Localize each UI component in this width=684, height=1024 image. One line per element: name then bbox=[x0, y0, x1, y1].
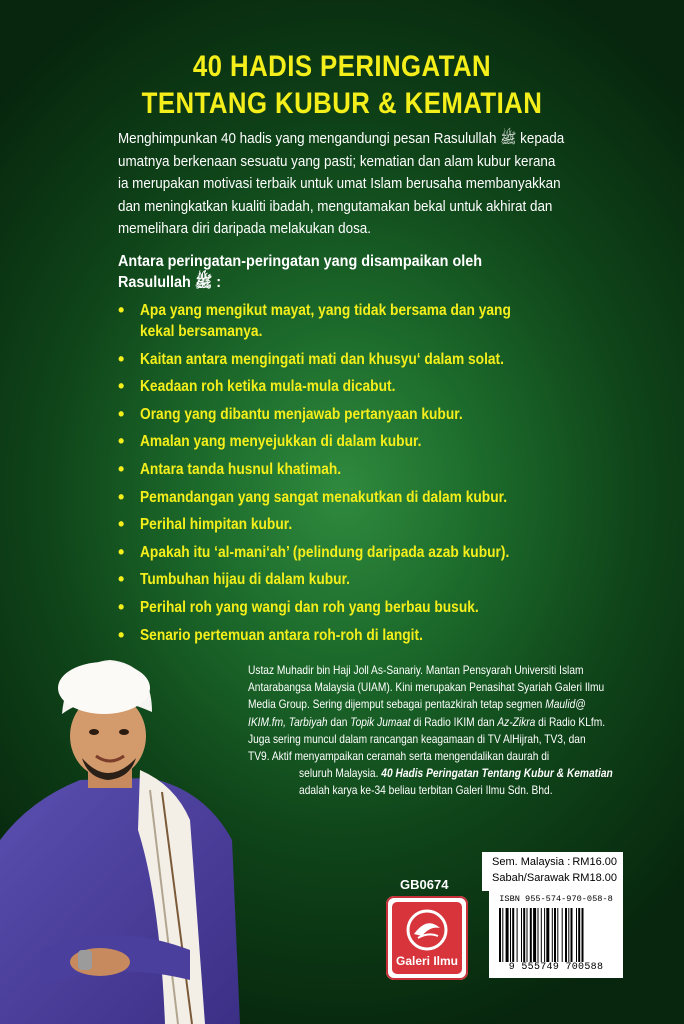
title-line-1: 40 HADIS PERINGATAN bbox=[192, 50, 492, 83]
bio-book-title: 40 Hadis Peringatan Tentang Kubur & Kematian bbox=[381, 767, 613, 781]
price-value: RM18.00 bbox=[572, 872, 617, 884]
bullet-icon: • bbox=[118, 541, 125, 562]
list-item-text: Antara tanda husnul khatimah. bbox=[140, 460, 342, 478]
list-item bbox=[118, 404, 658, 425]
logo-text: Galeri Ilmu bbox=[395, 954, 459, 968]
list-item-text: Pemandangan yang sangat menakutkan di dalam kubur. bbox=[140, 488, 508, 506]
bio-emphasis: Topik Jumaat bbox=[350, 715, 411, 729]
price-label: Sabah/Sarawak bbox=[492, 872, 570, 884]
list-item-text: Orang yang dibantu menjawab pertanyaan kubur. bbox=[140, 405, 463, 423]
intro-paragraph bbox=[118, 128, 638, 241]
bullet-icon: • bbox=[118, 403, 125, 424]
list-item-text: kekal bersamanya. bbox=[140, 323, 263, 340]
intro-line: dan meningkatkan kualiti ibadah, mengutamakan bekal untuk akhirat dan bbox=[118, 198, 553, 215]
barcode-bars-icon bbox=[499, 908, 615, 962]
price-box bbox=[482, 852, 623, 891]
logo-badge bbox=[392, 902, 462, 974]
bio-emphasis: Maulid@ bbox=[545, 698, 586, 712]
barcode-digits: 9 555749 700588 bbox=[508, 962, 604, 973]
list-item bbox=[118, 459, 658, 480]
bullet-icon: • bbox=[118, 596, 125, 617]
bullet-icon: • bbox=[118, 486, 125, 507]
publisher-logo bbox=[386, 896, 468, 980]
list-item-text: Perihal himpitan kubur. bbox=[140, 516, 293, 534]
title-line-2: TENTANG KUBUR & KEMATIAN bbox=[141, 87, 543, 120]
author-photo bbox=[0, 650, 240, 1024]
bullet-icon: • bbox=[118, 300, 125, 320]
bio-line: adalah karya ke-34 beliau terbitan Galeri Ilmu Sdn. Bhd. bbox=[299, 784, 553, 798]
bio-line bbox=[248, 696, 618, 713]
list-item bbox=[118, 542, 658, 563]
bullet-icon: • bbox=[118, 348, 125, 369]
intro-line: Menghimpunkan 40 hadis yang mengandungi pesan Rasulullah ﷺ kepada bbox=[118, 131, 565, 147]
list-item-text: Kaitan antara mengingati mati dan khusyu‘ dalam solat. bbox=[140, 350, 504, 368]
bio-line: Antarabangsa Malaysia (UIAM). Kini merupakan Penasihat Syariah Galeri Ilmu bbox=[248, 681, 605, 695]
intro-line: umatnya berkenaan sesuatu yang pasti; kematian dan alam kubur kerana bbox=[118, 153, 556, 170]
bullet-icon: • bbox=[118, 514, 125, 535]
list-item bbox=[118, 376, 658, 397]
bullet-icon: • bbox=[118, 569, 125, 590]
list-item bbox=[118, 431, 658, 452]
list-heading-line-1: Antara peringatan-peringatan yang disampaikan oleh bbox=[118, 253, 483, 270]
isbn-barcode bbox=[489, 890, 623, 978]
list-item bbox=[118, 569, 658, 590]
list-item-text: Senario pertemuan antara roh-roh di langit. bbox=[140, 626, 423, 644]
isbn-text: ISBN 955-574-970-058-8 bbox=[499, 894, 613, 904]
intro-line: ia merupakan motivasi terbaik untuk umat Islam berusaha membanyakkan bbox=[118, 176, 561, 193]
bio-text: seluruh Malaysia. bbox=[299, 767, 382, 781]
list-item-text: Amalan yang menyejukkan di dalam kubur. bbox=[140, 433, 422, 451]
bio-text: di Radio KLfm. bbox=[535, 715, 606, 729]
bio-line: TV9. Aktif menyampaikan ceramah serta mengendalikan daurah di bbox=[248, 750, 550, 764]
list-item bbox=[118, 349, 658, 370]
list-heading-line-2: Rasulullah ﷺ : bbox=[118, 274, 222, 291]
book-title bbox=[48, 48, 636, 122]
list-item-text: Apakah itu ‘al-mani‘ah’ (pelindung daripada azab kubur). bbox=[140, 543, 510, 561]
bio-line bbox=[248, 714, 618, 731]
author-bio bbox=[248, 662, 668, 800]
bio-text: dan bbox=[327, 715, 351, 729]
bio-line: Ustaz Muhadir bin Haji Joll As-Sanariy. Mantan Pensyarah Universiti Islam bbox=[248, 664, 584, 677]
bio-emphasis: IKIM.fm, Tarbiyah bbox=[248, 715, 328, 729]
list-item bbox=[118, 514, 658, 535]
list-item bbox=[118, 625, 658, 646]
bullet-icon: • bbox=[118, 624, 125, 645]
list-item-text: Tumbuhan hijau di dalam kubur. bbox=[140, 571, 350, 589]
bio-text: di Radio IKIM dan bbox=[410, 715, 498, 729]
bio-emphasis: Az-Zikra bbox=[497, 715, 536, 729]
price-label: Sem. Malaysia : bbox=[492, 856, 571, 868]
list-item bbox=[118, 487, 658, 508]
bio-line: Juga sering muncul dalam rancangan keagamaan di TV AlHijrah, TV3, dan bbox=[248, 732, 586, 746]
bullet-icon: • bbox=[118, 431, 125, 452]
list-item-text: Apa yang mengikut mayat, yang tidak bersama dan yang bbox=[140, 302, 511, 319]
list-item bbox=[118, 597, 658, 618]
product-code: GB0674 bbox=[400, 877, 449, 892]
list-item-text: Perihal roh yang wangi dan roh yang berbau busuk. bbox=[140, 598, 479, 616]
price-value: RM16.00 bbox=[572, 856, 617, 868]
list-heading bbox=[118, 251, 638, 293]
bullet-icon: • bbox=[118, 376, 125, 397]
bio-line bbox=[248, 765, 618, 782]
intro-line: memelihara diri daripada melakukan dosa. bbox=[118, 221, 371, 238]
bullet-icon: • bbox=[118, 458, 125, 479]
reminders-list bbox=[118, 300, 658, 652]
list-item bbox=[118, 300, 658, 342]
list-item-text: Keadaan roh ketika mula-mula dicabut. bbox=[140, 378, 396, 396]
logo-emblem-icon bbox=[392, 906, 462, 956]
price-row-malaysia bbox=[482, 852, 623, 870]
bio-text: Media Group. Sering dijemput sebagai pentazkirah tetap segmen bbox=[248, 698, 543, 712]
